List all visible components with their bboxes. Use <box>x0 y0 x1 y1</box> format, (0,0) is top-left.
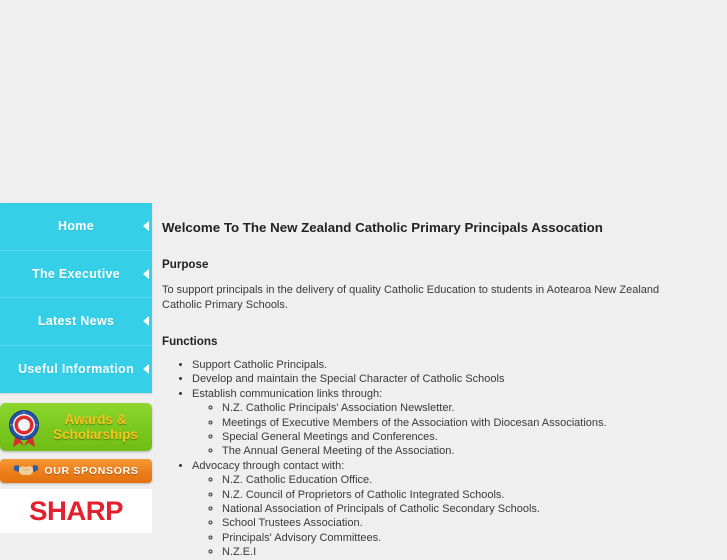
sub-list-item-text: Meetings of Executive Members of the Association with Diocesan Associations. <box>222 416 607 429</box>
main-content <box>162 203 707 560</box>
functions-sub-list <box>192 473 707 559</box>
sub-list-item <box>222 531 707 545</box>
arrow-left-icon <box>143 316 149 326</box>
arrow-left-icon <box>143 364 149 374</box>
sidebar <box>0 203 152 533</box>
list-item-text: Support Catholic Principals. <box>192 359 328 371</box>
arrow-left-icon <box>143 221 149 231</box>
main-navigation <box>0 203 152 393</box>
list-item <box>192 387 707 459</box>
page-body <box>0 203 727 559</box>
sub-list-item <box>222 502 707 516</box>
sidebar-item-latest-news[interactable] <box>0 298 152 346</box>
purpose-heading: Purpose <box>162 258 209 271</box>
our-sponsors-label: OUR SPONSORS <box>44 465 139 477</box>
functions-list <box>162 358 707 560</box>
sub-list-item <box>222 416 707 430</box>
sub-list-item <box>222 430 707 444</box>
sub-list-item-text: The Annual General Meeting of the Association. <box>222 445 455 458</box>
sub-list-item-text: Special General Meetings and Conferences. <box>222 431 438 444</box>
rosette-award-icon <box>5 406 43 448</box>
sidebar-item-label: Useful Information <box>18 361 134 376</box>
awards-scholarships-banner[interactable] <box>0 403 152 451</box>
awards-banner-line2: Scholarships <box>53 427 138 442</box>
sidebar-item-label: Latest News <box>37 314 115 328</box>
sub-list-item <box>222 473 707 487</box>
sub-list-item-text: Principals' Advisory Committees. <box>222 531 382 544</box>
list-item-text: Establish communication links through: <box>192 387 383 400</box>
purpose-paragraph: To support principals in the delivery of quality Catholic Education to students in Aotearoa New Zealand Catholic Primary Schools. <box>162 284 660 311</box>
sub-list-item <box>222 488 707 502</box>
sub-list-item <box>222 401 707 415</box>
sub-list-item <box>222 516 707 530</box>
sub-list-item-text: School Trustees Association. <box>222 517 363 530</box>
sub-list-item-text: N.Z. Council of Proprietors of Catholic Integrated Schools. <box>222 488 505 501</box>
sub-list-item <box>222 545 707 559</box>
list-item <box>192 358 707 372</box>
awards-banner-text <box>43 412 152 442</box>
handshake-icon <box>13 463 39 479</box>
sub-list-item-text: National Association of Principals of Catholic Secondary Schools. <box>222 503 540 516</box>
sub-list-item-text: N.Z.E.I <box>222 546 257 559</box>
functions-heading: Functions <box>162 335 218 348</box>
our-sponsors-banner[interactable] <box>0 459 152 483</box>
sidebar-item-label: The Executive <box>32 266 120 281</box>
page-title: Welcome To The New Zealand Catholic Primary Principals Assocation <box>162 220 603 235</box>
sidebar-item-useful-information[interactable] <box>0 346 152 394</box>
functions-sub-list <box>192 401 707 459</box>
sharp-sponsor-logo-banner[interactable] <box>0 489 152 533</box>
list-item-text: Develop and maintain the Special Character of Catholic Schools <box>192 373 505 386</box>
sharp-logo: SHARP <box>29 495 123 526</box>
sidebar-item-label: Home <box>58 219 94 233</box>
sub-list-item-text: N.Z. Catholic Principals' Association Newsletter. <box>222 402 455 415</box>
sidebar-item-the-executive[interactable] <box>0 251 152 299</box>
awards-banner-line1: Awards & <box>64 412 127 427</box>
sub-list-item-text: N.Z. Catholic Education Office. <box>222 474 373 487</box>
top-banner-region <box>0 0 727 203</box>
list-item-text: Advocacy through contact with: <box>192 459 345 472</box>
list-item <box>192 372 707 386</box>
sub-list-item <box>222 444 707 458</box>
sidebar-item-home[interactable] <box>0 203 152 251</box>
arrow-left-icon <box>143 269 149 279</box>
